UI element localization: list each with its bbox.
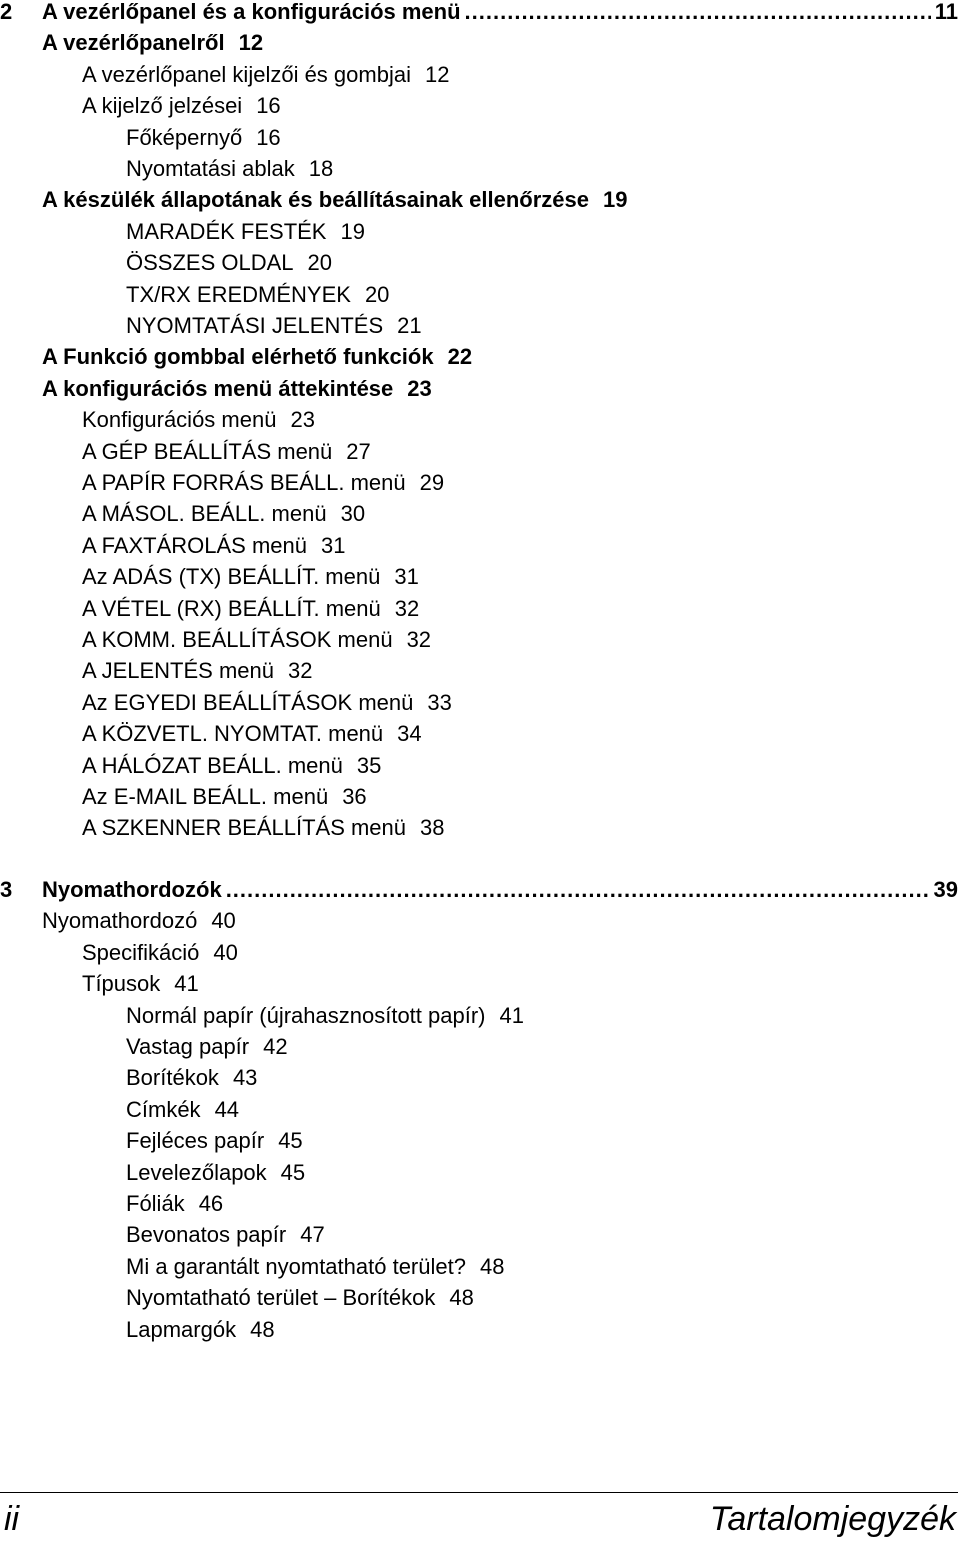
toc-entry-page: 16: [256, 124, 281, 150]
toc-entry-title: Specifikáció: [82, 939, 200, 965]
toc-entry[interactable]: [82, 563, 419, 591]
toc-entry-title: Bevonatos papír: [126, 1222, 287, 1248]
dot-leader: [465, 0, 931, 26]
toc-entry-page: 12: [238, 30, 264, 56]
toc-entry[interactable]: [126, 1096, 239, 1124]
toc-entry-title: Nyomathordozó: [42, 908, 198, 934]
toc-entry-title: Főképernyő: [126, 124, 243, 150]
toc-entry-title: A SZKENNER BEÁLLÍTÁS menü: [82, 815, 407, 841]
toc-entry-page: 29: [419, 470, 445, 495]
toc-entry-page: 30: [340, 501, 366, 527]
toc-entry-page: 47: [300, 1222, 325, 1248]
toc-entry[interactable]: [126, 1064, 257, 1092]
toc-entry-page: 20: [307, 250, 332, 276]
footer-section-title: Tartalomjegyzék: [709, 1500, 956, 1538]
toc-entry-title: A KÖZVETL. NYOMTAT. menü: [82, 721, 384, 747]
toc-entry-page: 32: [406, 627, 432, 652]
toc-entry[interactable]: [126, 281, 389, 309]
toc-entry[interactable]: [126, 1253, 504, 1281]
chapter-heading[interactable]: [0, 876, 958, 904]
toc-entry[interactable]: [126, 155, 333, 183]
toc-entry[interactable]: [82, 406, 315, 434]
toc-entry-title: Címkék: [126, 1096, 201, 1122]
toc-entry-page: 23: [290, 407, 315, 433]
chapter-number: 2: [0, 0, 13, 24]
toc-entry-title: A konfigurációs menü áttekintése: [42, 375, 394, 401]
footer-divider: [0, 1492, 958, 1493]
toc-entry-page: 36: [342, 784, 367, 809]
toc-entry[interactable]: [82, 92, 281, 120]
toc-entry[interactable]: [82, 939, 238, 967]
toc-entry-page: 46: [198, 1191, 224, 1216]
toc-entry-page: 34: [397, 721, 422, 747]
toc-entry-page: 32: [394, 595, 420, 621]
toc-entry[interactable]: [82, 532, 345, 560]
toc-entry-title: A PAPÍR FORRÁS BEÁLL. menü: [82, 470, 406, 495]
toc-entry-page: 35: [356, 752, 382, 778]
toc-entry-page: 45: [278, 1128, 303, 1154]
footer-page-number: ii: [4, 1500, 20, 1538]
toc-entry-page: 19: [340, 218, 365, 244]
toc-entry[interactable]: [126, 1002, 524, 1030]
toc-entry[interactable]: [82, 970, 199, 998]
toc-entry-page: 48: [250, 1316, 275, 1342]
toc-entry[interactable]: [126, 1316, 275, 1344]
chapter-page: 39: [933, 877, 958, 902]
toc-entry-title: Levelezőlapok: [126, 1159, 267, 1185]
toc-entry[interactable]: [126, 1127, 303, 1155]
toc-entry[interactable]: [42, 343, 472, 371]
toc-entry-page: 31: [394, 564, 419, 590]
toc-entry-page: 44: [214, 1096, 240, 1122]
toc-entry-title: A GÉP BEÁLLÍTÁS menü: [82, 438, 333, 464]
chapter-heading[interactable]: [0, 0, 958, 26]
toc-entry[interactable]: [42, 375, 432, 403]
toc-entry-title: Borítékok: [126, 1065, 219, 1091]
toc-entry-page: 21: [397, 313, 422, 338]
toc-entry-title: A HÁLÓZAT BEÁLL. menü: [82, 752, 343, 778]
toc-entry-page: 40: [211, 908, 236, 934]
toc-entry[interactable]: [82, 783, 367, 811]
toc-entry-title: A KOMM. BEÁLLÍTÁSOK menü: [82, 627, 393, 652]
toc-entry[interactable]: [126, 312, 422, 340]
toc-entry[interactable]: [126, 249, 332, 277]
chapter-title: A vezérlőpanel és a konfigurációs menü: [42, 0, 461, 24]
toc-entry-title: Mi a garantált nyomtatható terület?: [126, 1253, 466, 1279]
toc-entry-page: 33: [427, 689, 452, 715]
toc-entry-title: ÖSSZES OLDAL: [126, 250, 294, 276]
toc-entry-title: Normál papír (újrahasznosított papír): [126, 1002, 486, 1028]
toc-entry-title: A VÉTEL (RX) BEÁLLÍT. menü: [82, 595, 381, 621]
toc-entry-page: 41: [174, 971, 199, 997]
toc-entry[interactable]: [82, 814, 445, 842]
toc-entry-page: 20: [364, 281, 390, 307]
toc-entry-title: Nyomtatási ablak: [126, 156, 295, 181]
toc-entry-title: Típusok: [82, 971, 161, 997]
toc-entry[interactable]: [126, 124, 281, 152]
chapter-number: 3: [0, 877, 13, 902]
toc-entry-title: Lapmargók: [126, 1316, 237, 1342]
toc-entry-page: 31: [320, 532, 346, 558]
toc-entry-title: NYOMTATÁSI JELENTÉS: [126, 313, 384, 338]
toc-entry-title: Az E-MAIL BEÁLL. menü: [82, 784, 329, 809]
toc-entry[interactable]: [82, 689, 452, 717]
toc-entry[interactable]: [82, 438, 371, 466]
toc-entry[interactable]: [82, 626, 431, 654]
toc-entry-page: 16: [256, 93, 281, 119]
toc-entry[interactable]: [42, 186, 628, 214]
toc-entry[interactable]: [126, 218, 365, 246]
toc-entry[interactable]: [82, 469, 444, 497]
toc-entry-page: 42: [263, 1034, 288, 1059]
toc-entry-page: 23: [407, 375, 432, 401]
toc-entry[interactable]: [82, 720, 422, 748]
toc-entry-title: A JELENTÉS menü: [82, 658, 274, 684]
toc-entry[interactable]: [82, 500, 365, 528]
toc-entry-page: 43: [232, 1065, 258, 1091]
toc-entry-page: 18: [308, 156, 334, 181]
toc-entry[interactable]: [82, 752, 381, 780]
toc-entry-page: 19: [603, 187, 628, 213]
toc-entry-page: 45: [280, 1159, 306, 1185]
toc-entry-title: Konfigurációs menü: [82, 407, 277, 433]
chapter-page: 11: [934, 0, 958, 24]
toc-entry[interactable]: [82, 595, 419, 623]
toc-entry[interactable]: [126, 1159, 305, 1187]
toc-entry-title: Nyomtatható terület – Borítékok: [126, 1285, 436, 1311]
toc-entry[interactable]: [126, 1190, 223, 1218]
toc-entry-title: Az ADÁS (TX) BEÁLLÍT. menü: [82, 564, 381, 590]
toc-entry-page: 48: [479, 1253, 505, 1279]
toc-entry-title: Az EGYEDI BEÁLLÍTÁSOK menü: [82, 689, 414, 715]
toc-entry-title: TX/RX EREDMÉNYEK: [126, 281, 351, 307]
toc-entry[interactable]: [126, 1284, 474, 1312]
toc-entry-page: 27: [346, 438, 371, 464]
toc-entry-title: Fejléces papír: [126, 1128, 265, 1154]
toc-entry-title: Fóliák: [126, 1191, 185, 1216]
toc-entry-page: 48: [449, 1285, 474, 1311]
toc-entry[interactable]: [126, 1033, 288, 1061]
toc-entry-title: A vezérlőpanel kijelzői és gombjai: [82, 61, 411, 87]
toc-entry-title: A vezérlőpanelről: [42, 30, 225, 56]
toc-entry[interactable]: [82, 61, 449, 89]
toc-entry[interactable]: [82, 657, 312, 685]
toc-entry-title: A Funkció gombbal elérhető funkciók: [42, 344, 434, 370]
toc-entry-title: A MÁSOL. BEÁLL. menü: [82, 501, 327, 527]
chapter-title: Nyomathordozók: [42, 877, 222, 902]
toc-entry[interactable]: [42, 907, 236, 935]
toc-entry-page: 41: [499, 1002, 524, 1028]
toc-entry-page: 38: [420, 815, 445, 841]
toc-entry-title: MARADÉK FESTÉK: [126, 218, 327, 244]
toc-entry-title: A kijelző jelzései: [82, 93, 243, 119]
toc-entry-page: 22: [447, 344, 473, 370]
toc-entry[interactable]: [42, 29, 263, 57]
toc-entry[interactable]: [126, 1221, 325, 1249]
toc-entry-page: 40: [213, 939, 238, 965]
toc-entry-title: A készülék állapotának és beállításainak ellenőrzése: [42, 187, 590, 213]
toc-entry-title: A FAXTÁROLÁS menü: [82, 532, 307, 558]
dot-leader: [226, 876, 930, 904]
toc-entry-page: 12: [424, 61, 450, 87]
toc-entry-page: 32: [287, 658, 313, 684]
toc-entry-title: Vastag papír: [126, 1034, 250, 1059]
